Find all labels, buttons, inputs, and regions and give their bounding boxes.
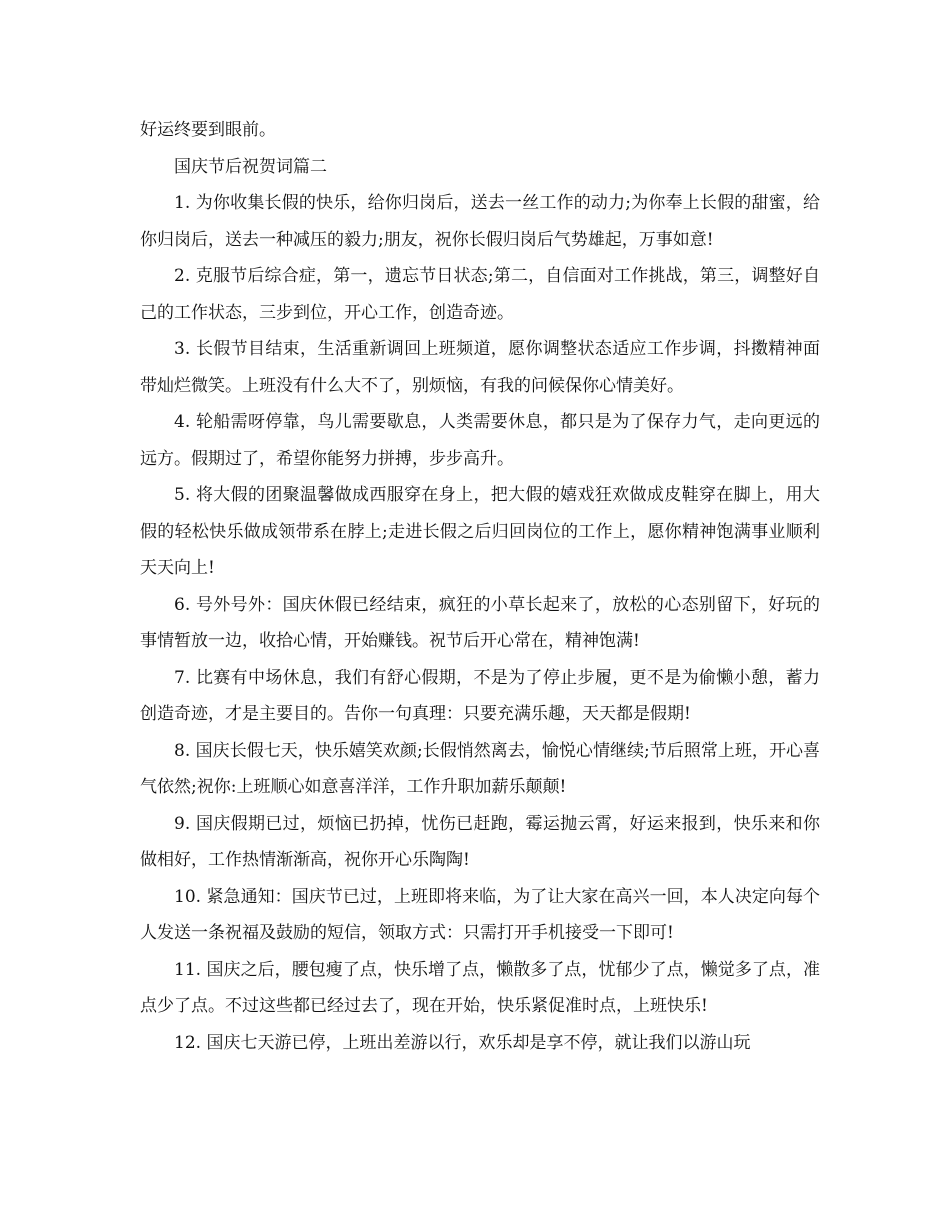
list-item: 10. 紧急通知：国庆节已过，上班即将来临，为了让大家在高兴一回，本人决定向每个人发送一条祝福及鼓励的短信，领取方式：只需打开手机接受一下即可! [140, 886, 820, 943]
document-body [140, 112, 820, 1061]
list-item: 8. 国庆长假七天，快乐嬉笑欢颜;长假悄然离去，愉悦心情继续;节后照常上班，开心喜气依然;祝你:上班顺心如意喜洋洋，工作升职加薪乐颠颠! [140, 740, 820, 797]
list-item: 1. 为你收集长假的快乐，给你归岗后，送去一丝工作的动力;为你奉上长假的甜蜜，给你归岗后，送去一种减压的毅力;朋友，祝你长假归岗后气势雄起，万事如意! [140, 193, 820, 250]
section-title: 国庆节后祝贺词篇二 [174, 156, 327, 177]
list-item: 7. 比赛有中场休息，我们有舒心假期，不是为了停止步履，更不是为偷懒小憩，蓄力创造奇迹，才是主要目的。告你一句真理：只要充满乐趣，天天都是假期! [140, 667, 820, 724]
lead-in-text: 好运终要到眼前。 [140, 120, 276, 140]
list-item: 9. 国庆假期已过，烦恼已扔掉，忧伤已赶跑，霉运抛云霄，好运来报到，快乐来和你做相好，工作热情渐渐高，祝你开心乐陶陶! [140, 813, 820, 870]
list-item: 4. 轮船需呀停靠，鸟儿需要歇息，人类需要休息，都只是为了保存力气，走向更远的远方。假期过了，希望你能努力拼搏，步步高升。 [140, 412, 820, 469]
list-item: 6. 号外号外：国庆休假已经结束，疯狂的小草长起来了，放松的心态别留下，好玩的事情暂放一边，收拾心情，开始赚钱。祝节后开心常在，精神饱满! [140, 594, 820, 651]
list-item: 5. 将大假的团聚温馨做成西服穿在身上，把大假的嬉戏狂欢做成皮鞋穿在脚上，用大假的轻松快乐做成领带系在脖上;走进长假之后归回岗位的工作上，愿你精神饱满事业顺利天天向上! [140, 485, 820, 578]
list-item: 11. 国庆之后，腰包瘦了点，快乐增了点，懒散多了点，忧郁少了点，懒觉多了点，准点少了点。不过这些都已经过去了，现在开始，快乐紧促准时点，上班快乐! [140, 959, 820, 1016]
list-item: 12. 国庆七天游已停，上班出差游以行，欢乐却是享不停，就让我们以游山玩 [174, 1032, 751, 1053]
list-item: 3. 长假节目结束，生活重新调回上班频道，愿你调整状态适应工作步调，抖擞精神面带灿烂微笑。上班没有什么大不了，别烦恼，有我的问候保你心情美好。 [140, 339, 820, 396]
list-item: 2. 克服节后综合症，第一，遗忘节日状态;第二，自信面对工作挑战，第三，调整好自己的工作状态，三步到位，开心工作，创造奇迹。 [140, 266, 820, 323]
